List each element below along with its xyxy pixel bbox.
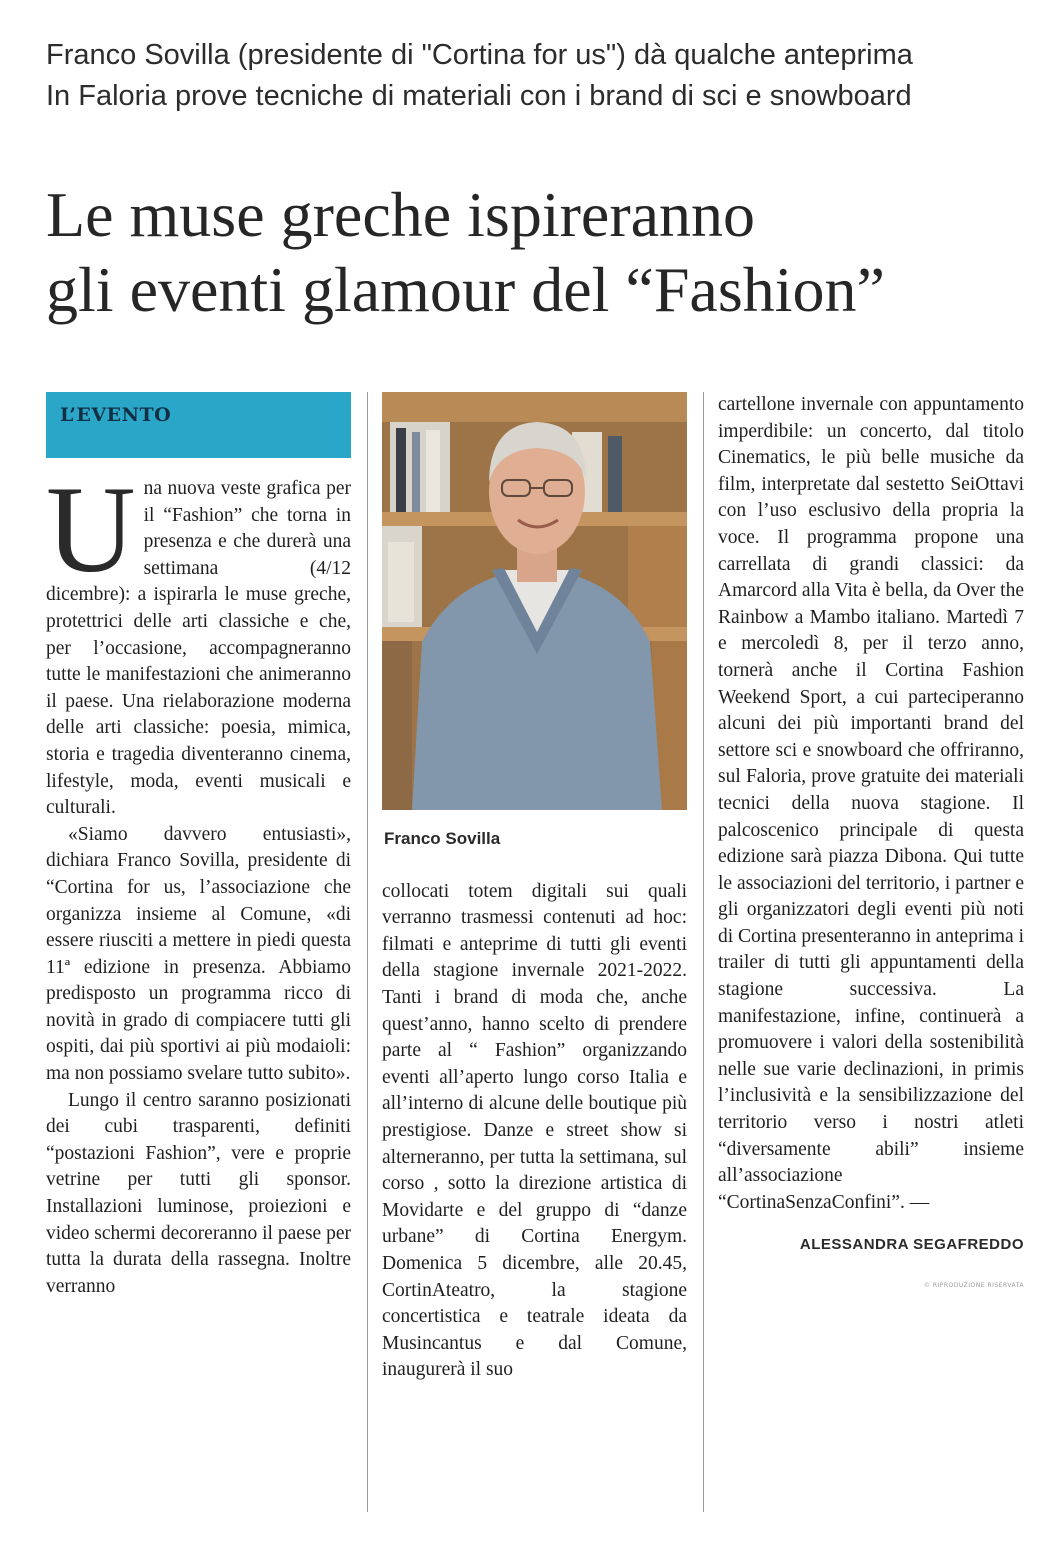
section-label: L’EVENTO bbox=[46, 392, 351, 458]
byline: ALESSANDRA SEGAFREDDO bbox=[799, 1236, 1024, 1254]
photo-caption: Franco Sovilla bbox=[384, 829, 501, 848]
kicker-line-1: Franco Sovilla (presidente di "Cortina for us") dà qualche anteprima bbox=[46, 39, 913, 71]
column-rule-2 bbox=[703, 392, 704, 1512]
center-paragraph: Lungo il centro saranno posizionati dei cubi trasparenti, definiti “postazioni Fashion”, vere e proprie vetrine per tutti gli sponsor. Installazioni luminose, proiezioni e video schermi decoreranno il paese per tutta la durata della rassegna. Inoltre verranno bbox=[46, 1089, 351, 1297]
headline-line-1: Le muse greche ispireranno bbox=[46, 178, 756, 250]
copyright-notice: © RIPRODUZIONE RISERVATA bbox=[923, 1282, 1024, 1289]
column-2-paragraph: collocati totem digitali sui quali verranno trasmessi contenuti ad hoc: filmati e anteprime di tutti gli eventi della stagione invernale 2021-2022. Tanti i brand di moda che, anche quest’anno, hanno scelto di prendere parte al “ Fashion” organizzando eventi all’aperto lungo corso Italia e all’interno di alcune delle boutique più prestigiose. Danze e street show si alterneranno, per tutta la settimana, sul corso , sotto la direzione artistica di Movidarte e del gruppo di “danze urbane” di Cortina Energym. Domenica 5 dicembre, alle 20.45, CortinAteatro, la stagione concertistica e teatrale ideata da Musincantus e dal Comune, inaugurerà il suo bbox=[382, 880, 687, 1381]
opening-paragraph bbox=[46, 461, 351, 822]
dropcap: U bbox=[46, 461, 136, 598]
headline-line-2: gli eventi glamour del “Fashion” bbox=[46, 253, 885, 325]
opening-paragraph-text: na nuova veste grafica per il “Fashion” che torna in presenza e che durerà una settimana (4/12 dicembre): a ispirarla le muse greche, protettrici delle arti classiche e che, per l’occasione, accompagneranno tutte le manifestazioni che animeranno il paese. Una rielaborazione moderna delle arti classiche: poesia, mimica, storia e tragedia diventeranno cinema, lifestyle, moda, eventi musicali e culturali. bbox=[46, 478, 351, 819]
article-column-1 bbox=[46, 392, 351, 1300]
column-3-paragraph: cartellone invernale con appuntamento imperdibile: un concerto, dal titolo Cinematics, le più belle musiche da film, interpretate dal sestetto SeiOttavi con l’uso esclusivo della propria la voce. Il programma propone una carrellata di grandi classici: da Amarcord alla Vita è bella, da Over the Rainbow a Mambo italiano. Martedì 7 e mercoledì 8, per il terzo anno, tornerà anche il Cortina Fashion Weekend Sport, a cui parteciperanno alcuni dei più importanti brand del settore sci e snowboard che offriranno, sul Faloria, prove gratuite dei materiali tecnici della nuova stagione. Il palcoscenico principale di questa edizione sarà piazza Dibona. Qui tutte le associazioni del territorio, i partner e gli organizzatori degli eventi più noti di Cortina presenteranno in anteprima i trailer di tutti gli appuntamenti della stagione successiva. La manifestazione, infine, continuerà a promuovere i valori della sostenibilità nelle sue varie declinazioni, in primis l’inclusività e la sensibilizzazione del territorio verso i nostri atleti “diversamente abili” insieme all’associazione “CortinaSenzaConfini”. — bbox=[718, 394, 1025, 1213]
quote-paragraph: «Siamo davvero entusiasti», dichiara Franco Sovilla, presidente di “Cortina for us, l’associazione che organizza insieme al Comune, «di essere riusciti a mettere in piedi questa 11ª edizione in presenza. Abbiamo predisposto un programma ricco di novità in grado di compiacere tutti gli ospiti, dai più sportivi ai più modaioli: ma non possiamo svelare tutto subito». bbox=[46, 823, 351, 1085]
article-column-3 bbox=[718, 392, 1024, 1300]
kicker-line-2: In Faloria prove tecniche di materiali con i brand di sci e snowboard bbox=[46, 80, 912, 112]
article-column-2 bbox=[382, 392, 687, 1384]
portrait-illustration bbox=[382, 392, 687, 810]
photo bbox=[382, 392, 687, 810]
column-rule-1 bbox=[367, 392, 368, 1512]
